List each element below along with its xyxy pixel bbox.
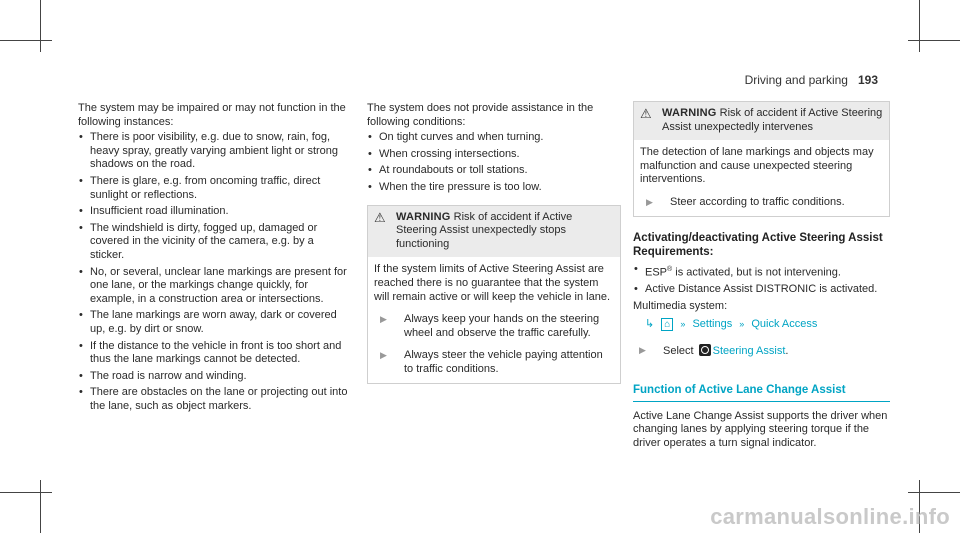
- warning-triangle-icon: ⚠: [640, 106, 652, 121]
- crop-mark: [908, 492, 960, 493]
- condition-list: [367, 131, 621, 194]
- running-header: [745, 73, 878, 87]
- list-item: • The lane markings are worn away, dark or covered up, e.g. by dirt or snow.: [78, 309, 350, 336]
- crop-mark: [40, 480, 41, 533]
- home-icon[interactable]: ⌂: [661, 318, 673, 331]
- list-item: • There are obstacles on the lane or projecting out into the lane, such as object markers.: [78, 386, 350, 413]
- section-title: Driving and parking: [744, 73, 848, 87]
- step-arrow-icon: ▶: [646, 196, 653, 207]
- list-item: • The windshield is dirty, fogged up, damaged or covered in the vicinity of the camera, e.g. by a sticker.: [78, 222, 350, 263]
- intro-text: The system does not provide assistance in the following conditions:: [367, 102, 594, 128]
- warning-step: [374, 313, 614, 340]
- crop-mark: [0, 40, 52, 41]
- select-step: [633, 344, 890, 359]
- warning-headline-text: Risk of accident if Active Steering Assist unexpectedly stops functioning: [396, 210, 573, 250]
- warning-header: [634, 102, 889, 140]
- list-item: • When the tire pressure is too low.: [367, 181, 621, 195]
- menu-path: [645, 318, 890, 332]
- chevron-double-icon: »: [680, 319, 686, 329]
- requirement-text: Active Distance Assist DISTRONIC is activated.: [645, 282, 878, 295]
- warning-header: [368, 206, 620, 258]
- warning-body: [368, 257, 620, 382]
- requirements-label: Requirements:: [633, 245, 714, 258]
- column-middle: [367, 102, 621, 384]
- step-text: Steer according to traffic conditions.: [670, 195, 845, 208]
- step-text: Always steer the vehicle paying attention to traffic conditions.: [404, 349, 603, 375]
- warning-text: The detection of lane markings and objects may malfunction and cause unexpected steering interventions.: [640, 146, 874, 186]
- list-item: • Insufficient road illumination.: [78, 205, 350, 219]
- list-item: • There is glare, e.g. from oncoming traffic, direct sunlight or reflections.: [78, 175, 350, 202]
- warning-headline-text: Risk of accident if Active Steering Assist unexpectedly intervenes: [662, 107, 883, 133]
- menu-item-settings[interactable]: Settings: [692, 318, 733, 330]
- warning-headline: [396, 211, 614, 252]
- list-item: • No, or several, unclear lane markings are present for one lane, or the markings change quickly, for example, in a construction area or intersections.: [78, 266, 350, 307]
- crop-mark: [908, 40, 960, 41]
- warning-step: [640, 196, 883, 210]
- warning-text: If the system limits of Active Steering Assist are reached there is no guarantee that the system will remain active or will keep the vehicle in lane.: [374, 263, 610, 303]
- lane-change-title: Function of Active Lane Change Assist: [633, 384, 890, 402]
- requirements-list: [633, 263, 890, 297]
- list-item: • When crossing intersections.: [367, 148, 621, 162]
- warning-keyword: WARNING: [662, 107, 717, 119]
- menu-return-icon: ↳: [645, 318, 655, 330]
- list-item: [633, 263, 890, 280]
- list-item: • On tight curves and when turning.: [367, 131, 621, 145]
- warning-box: [367, 205, 621, 384]
- requirement-text: is activated, but is not intervening.: [672, 266, 841, 279]
- multimedia-label: Multimedia system:: [633, 300, 728, 313]
- crop-mark: [919, 0, 920, 52]
- lane-change-body: Active Lane Change Assist supports the driver when changing lanes by applying steering torque if the driver operates a turn signal indicator.: [633, 409, 888, 449]
- registered-mark: ®: [667, 265, 673, 273]
- crop-mark: [40, 0, 41, 52]
- select-end: .: [785, 344, 789, 357]
- column-left: [78, 102, 350, 416]
- requirement-text: ESP: [645, 266, 668, 279]
- step-text: Always keep your hands on the steering wheel and observe the traffic carefully.: [404, 313, 600, 339]
- impairment-list: [78, 131, 350, 413]
- menu-item-steering-assist[interactable]: Steering Assist: [712, 344, 786, 357]
- select-label: Select: [663, 344, 694, 357]
- chevron-double-icon: »: [739, 319, 745, 329]
- warning-triangle-icon: ⚠: [374, 209, 386, 225]
- crop-mark: [0, 492, 52, 493]
- warning-box: [633, 101, 890, 217]
- step-arrow-icon: ▶: [380, 350, 387, 361]
- step-arrow-icon: ▶: [380, 314, 387, 325]
- steering-assist-icon[interactable]: [699, 344, 711, 356]
- page-number: 193: [857, 73, 878, 87]
- warning-body: [634, 140, 889, 215]
- list-item: [633, 283, 890, 297]
- list-item: • At roundabouts or toll stations.: [367, 164, 621, 178]
- menu-item-quick-access[interactable]: Quick Access: [751, 318, 818, 330]
- list-item: • There is poor visibility, e.g. due to snow, rain, fog, heavy spray, greatly varying ambient light or strong shadows on the road.: [78, 131, 350, 172]
- intro-text: The system may be impaired or may not function in the following instances:: [78, 102, 346, 128]
- column-right: [633, 101, 890, 451]
- step-text: [663, 344, 788, 359]
- warning-step: [374, 349, 614, 376]
- step-arrow-icon: ▶: [639, 344, 646, 355]
- list-item: • The road is narrow and winding.: [78, 370, 350, 384]
- activation-title: Activating/deactivating Active Steering Assist: [633, 231, 883, 244]
- watermark-text: carmanualsonline.info: [710, 504, 950, 529]
- warning-headline: [662, 107, 883, 134]
- list-item: • If the distance to the vehicle in front is too short and thus the lane markings cannot be detected.: [78, 340, 350, 367]
- warning-keyword: WARNING: [396, 210, 451, 223]
